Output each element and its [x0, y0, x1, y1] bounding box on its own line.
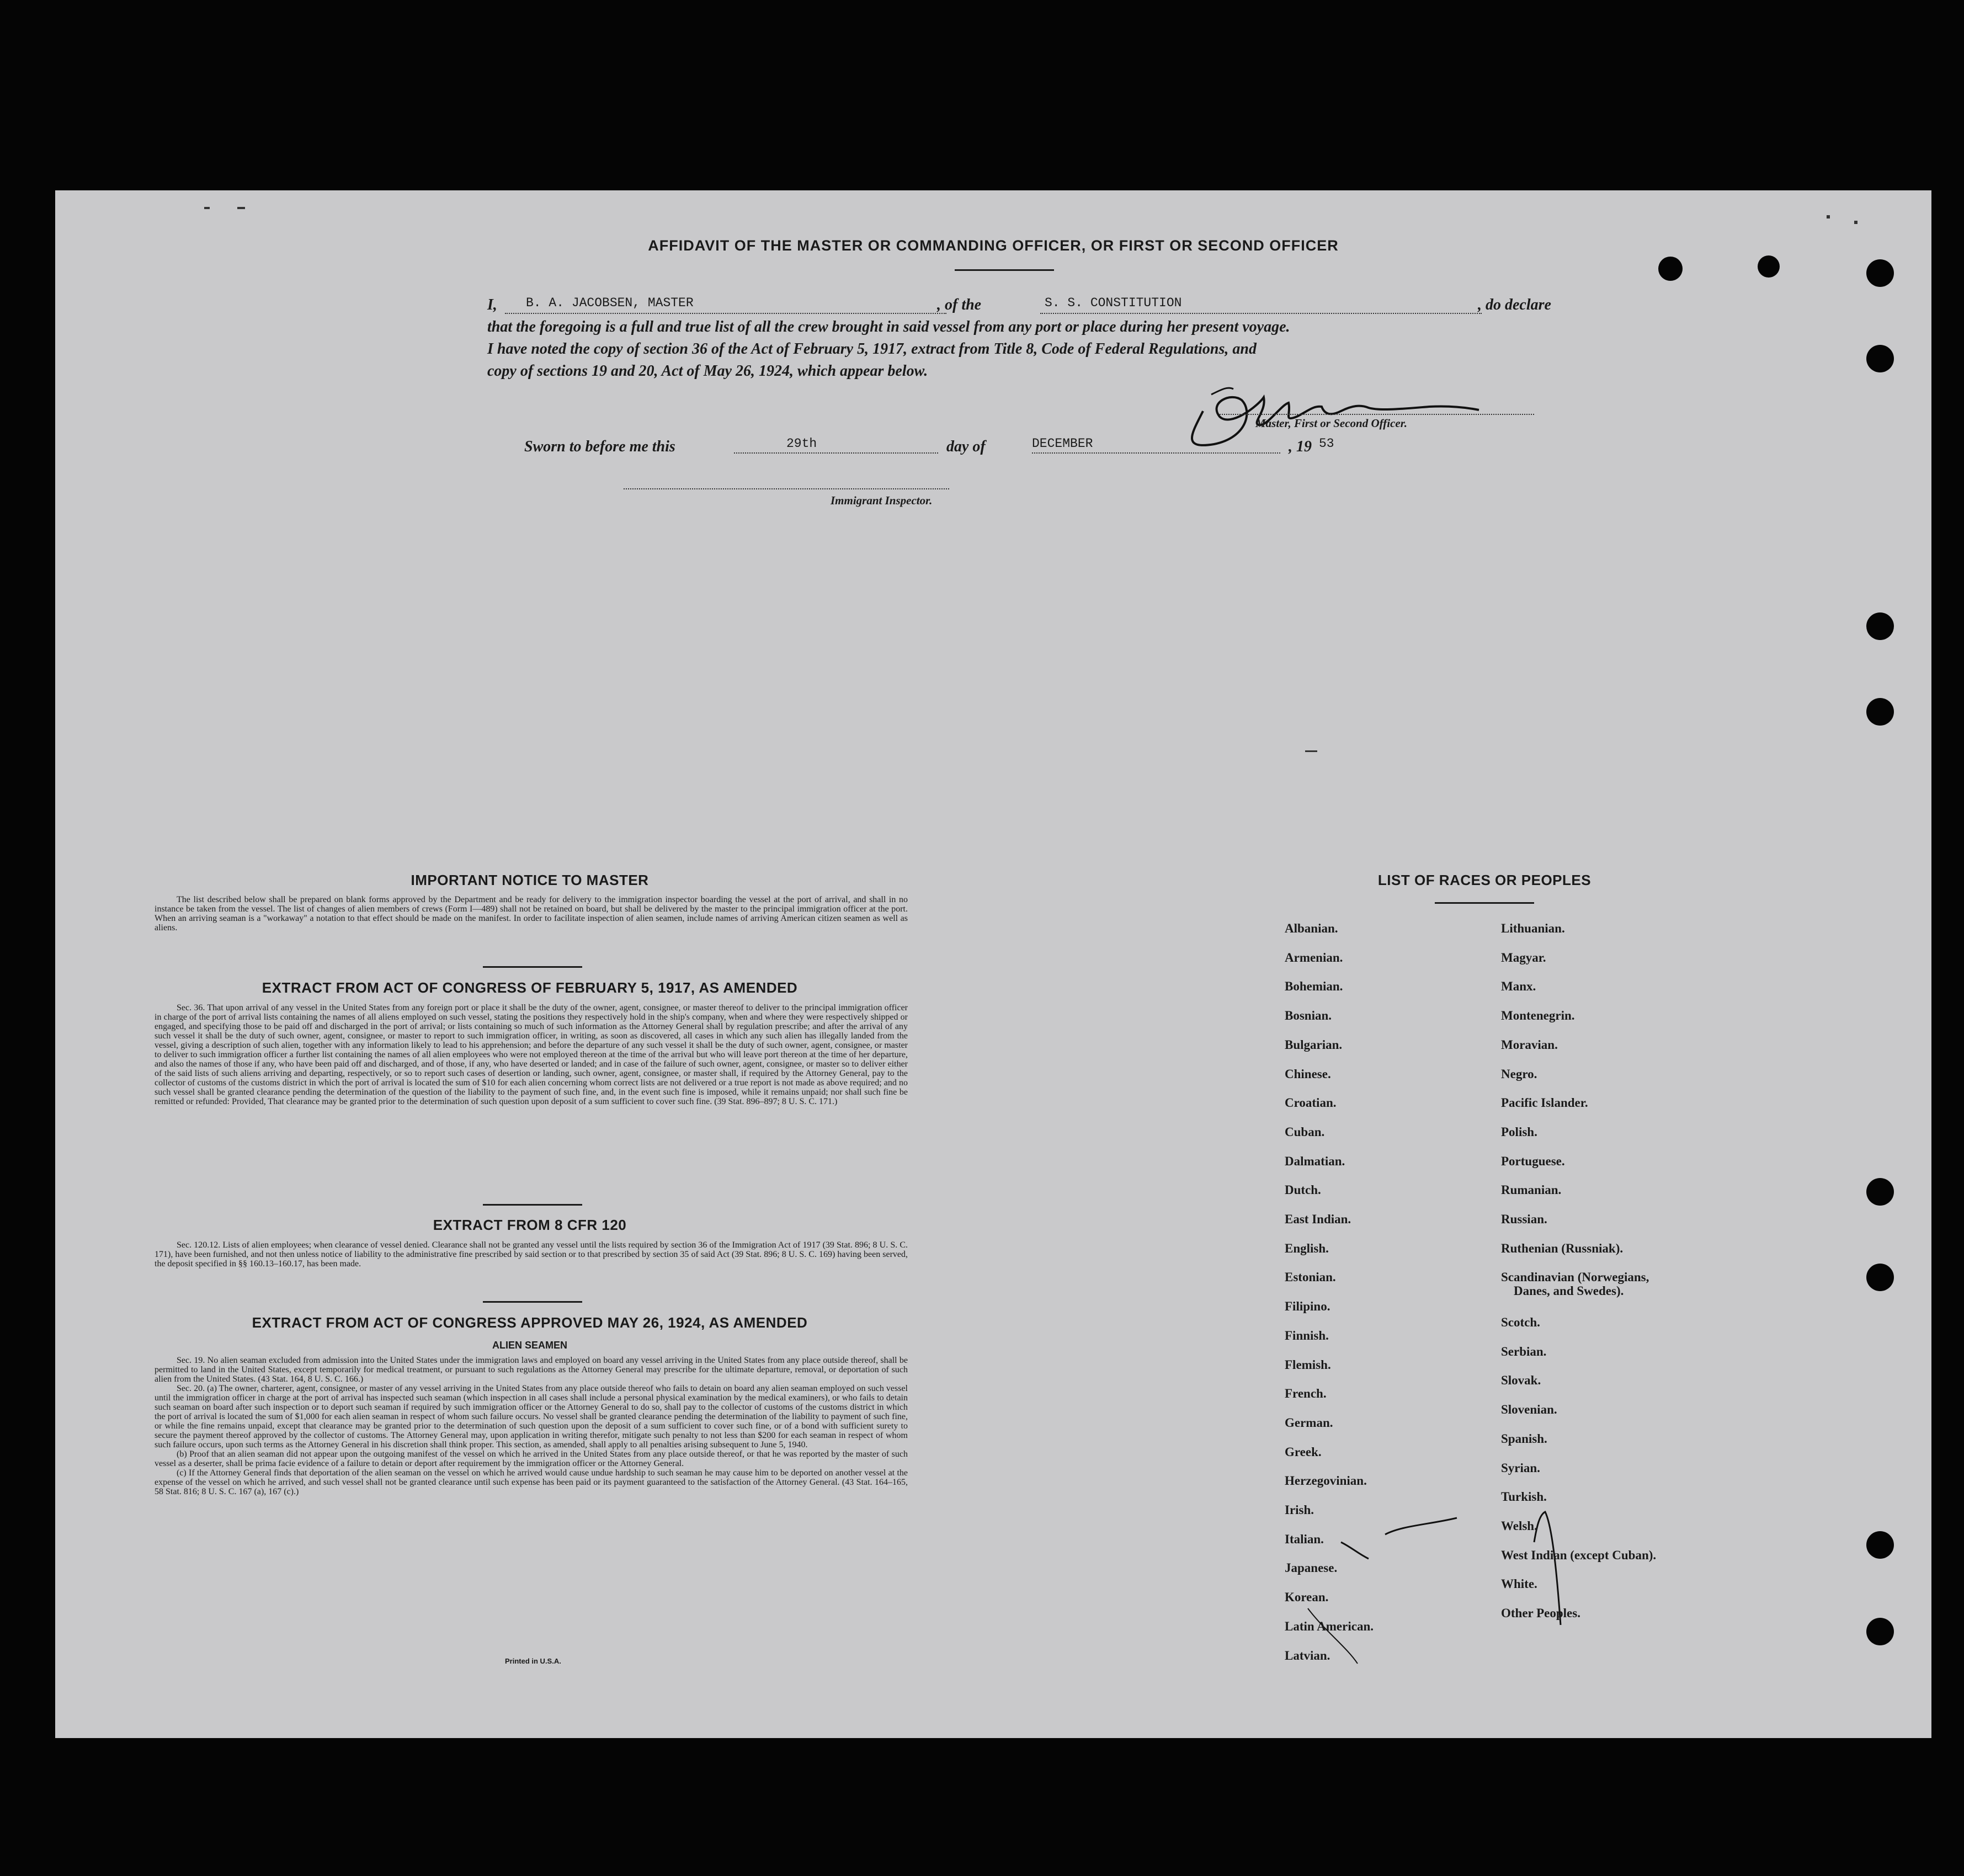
race-item: Russian.: [1501, 1212, 1547, 1226]
race-item: Latin American.: [1285, 1619, 1374, 1633]
race-item: West Indian (except Cuban).: [1501, 1548, 1657, 1562]
race-item: Syrian.: [1501, 1461, 1540, 1475]
sec-20a-text: Sec. 20. (a) The owner, charterer, agent, consignee, or master of any vessel arriving in the United States from any place outside thereof who fails to detain on board any alien seaman employed on such vessel until the immigration officer in charge at the port of arrival has inspected such seaman (which inspection in all cases shall include a personal physical examination by the medical examiners), or who fails to detain such seaman on board after such inspection or to deport such seaman if required by such immigration officer or the Attorney General to do so, shall pay to the collector of customs of the customs district in which the port of arrival is located the sum of $1,000 for each alien seaman in respect of whom such failure occurs. No vessel shall be granted clearance pending the determination of the liability to payment of such fine, or while the fine remains unpaid, except that clearance may be granted prior to the determination of such question upon the deposit of a sum sufficient to cover such fine, or of a bond with sufficient surety to secure the payment thereof approved by the collector of customs. The Attorney General may, upon application in writing therefor, mitigate such penalty to not less than $200 for each seaman in respect of whom such failure occurs, upon such terms as the Attorney General in his discretion shall think proper. This section, as amended, shall apply to all penalties arising subsequent to June 5, 1940.: [155, 1384, 908, 1449]
race-item: Korean.: [1285, 1590, 1329, 1605]
race-item: Manx.: [1501, 979, 1536, 994]
sworn-month: DECEMBER: [1032, 436, 1093, 451]
race-item: Slovak.: [1501, 1373, 1541, 1388]
race-item: Dutch.: [1285, 1183, 1321, 1197]
year-prefix: , 19: [1289, 438, 1312, 455]
race-item: Danes, and Swedes).: [1514, 1284, 1624, 1298]
punch-hole: [1866, 612, 1894, 640]
do-declare-label: , do declare: [1478, 296, 1551, 313]
inspector-dotted-line: [624, 488, 949, 489]
divider: [483, 1301, 582, 1303]
race-item: Montenegrin.: [1501, 1009, 1575, 1023]
race-item: Pacific Islander.: [1501, 1096, 1588, 1110]
race-item: Bulgarian.: [1285, 1037, 1343, 1052]
races-title: LIST OF RACES OR PEOPLES: [1377, 872, 1592, 888]
notice-text: The list described below shall be prepared on blank forms approved by the Department and be ready for delivery to the immigration inspector boarding the vessel at the port of arrival, and shall in no instance be taken from the vessel. The list of changes of alien members of crews (Form I—489) shall not be retained on board, but shall be delivered by the master to the principal immigration officer at the port. When an arriving seaman is a "workaway" a notation to that effect should be made on the manifest. In order to facilitate inspection of alien seamen, include names of arriving American citizen seamen as well as aliens.: [155, 895, 908, 932]
sec-19-text: Sec. 19. No alien seaman excluded from admission into the United States under the immigration laws and employed on board any vessel arriving in the United States from any place outside thereof, shall be permitted to land in the United States, except temporarily for medical treatment, or pursuant to such regulations as the Attorney General may prescribe for the ultimate departure, removal, or deportation of such alien from the United States. (43 Stat. 164, 8 U. S. C. 166.): [155, 1356, 908, 1384]
title-underline: [955, 269, 1054, 271]
race-item: East Indian.: [1285, 1212, 1351, 1226]
signature-dotted-line: [1220, 414, 1534, 415]
race-item: English.: [1285, 1241, 1329, 1255]
punch-hole: [1866, 1531, 1894, 1559]
extract-cfr-text: Sec. 120.12. Lists of alien employees; when clearance of vessel denied. Clearance shall not be granted any vessel until the lists required by section 36 of the Immigration Act of 1917 (39 Stat. 896; 8 U. S. C. 171), have been furnished, and not then unless notice of liability to the administrative fine prescribed by said section or to that prescribed by section 35 of said Act (39 Stat. 896; 8 U. S. C. 169) having been served, the deposit specified in §§ 160.13–160.17, has been made.: [155, 1240, 908, 1269]
sec-20b-text: (b) Proof that an alien seaman did not appear upon the outgoing manifest of the vessel on which he arrived in the United States from any place outside thereof, or that he was reported by the master of such vessel as a deserter, shall be prima facie evidence of a failure to detain or deport after requirement by the immigration officer or the Attorney General.: [155, 1449, 908, 1468]
race-item: Bohemian.: [1285, 979, 1343, 994]
day-of-label: day of: [946, 438, 986, 455]
race-item: Italian.: [1285, 1532, 1324, 1546]
punch-hole: [1866, 1264, 1894, 1291]
race-item: Lithuanian.: [1501, 921, 1565, 935]
race-item: Albanian.: [1285, 921, 1338, 935]
name-dotted-line: [505, 313, 946, 314]
punch-hole: [1758, 255, 1780, 278]
race-item: Polish.: [1501, 1124, 1537, 1139]
master-name: B. A. JACOBSEN, MASTER: [526, 296, 694, 310]
race-item: Turkish.: [1501, 1490, 1547, 1504]
race-item: Finnish.: [1285, 1328, 1329, 1342]
race-item: Magyar.: [1501, 950, 1546, 964]
extract-1917-title: EXTRACT FROM ACT OF CONGRESS OF FEBRUARY 5, 1917, AS AMENDED: [262, 979, 798, 996]
race-item: German.: [1285, 1415, 1333, 1430]
race-item: Scandinavian (Norwegians,: [1501, 1270, 1649, 1285]
inspector-caption: Immigrant Inspector.: [831, 494, 933, 507]
race-item: Cuban.: [1285, 1124, 1325, 1139]
extract-cfr-title: EXTRACT FROM 8 CFR 120: [433, 1217, 627, 1233]
day-dotted-line: [734, 452, 938, 454]
affidavit-title: AFFIDAVIT OF THE MASTER OR COMMANDING OFFICER, OR FIRST OR SECOND OFFICER: [648, 237, 1339, 254]
divider: [483, 966, 582, 968]
signer-caption: Master, First or Second Officer.: [1255, 417, 1407, 430]
race-item: Serbian.: [1501, 1344, 1547, 1358]
extract-1924-title: EXTRACT FROM ACT OF CONGRESS APPROVED MAY 26, 1924, AS AMENDED: [252, 1314, 808, 1331]
race-item: Chinese.: [1285, 1067, 1331, 1081]
extract-1917-text: Sec. 36. That upon arrival of any vessel in the United States from any foreign port or place it shall be the duty of the owner, agent, consignee, or master thereof to deliver to the principal immigration officer in charge of the port of arrival lists containing the names of all aliens employed on such vessel, stating the positions they respectively hold in the ship's company, when and where they were respectively shipped or engaged, and specifying those to be paid off and discharged in the port of arrival; or lists containing so much of such information as the Attorney General shall by regulation prescribe; and after the arrival of any such vessel it shall be the duty of such owner, agent, consignee, or master to report to such immigration officer, in writing, as soon as discovered, all cases in which any such alien has illegally landed from the vessel, giving a description of such alien, together with any information likely to lead to his apprehension; and before the departure of any such vessel it shall be the duty of such owner, agent, consignee, or master to deliver to such immigration officer a further list containing the names of all alien employees who were not employed thereon at the time of the arrival but who will leave port thereon at the time of her departure, and also the names of those if any, who have been paid off and discharged, and of those, if any, who have deserted or landed; and in case of the failure of such owner, agent, consignee, or master so to deliver either of the said lists of such aliens arriving and departing, respectively, or so to report such cases of desertion or landing, such owner, agent, consignee, or master shall, if required by the Attorney General, pay to the collector of customs of the customs district in which the port of arrival is located the sum of $10 for each alien concerning whom correct lists are not delivered or a true report is not made as above required; and no such vessel shall be granted clearance pending the determination of the question of the liability to the payment of such fine, and, in the event such fine is imposed, while it remains unpaid; nor shall such fine be remitted or refunded: Provided, That clearance may be granted prior to the determination of such question upon deposit of a sum sufficient to cover such fine. (39 Stat. 896–897; 8 U. S. C. 171.): [155, 1003, 908, 1106]
race-item: Other Peoples.: [1501, 1606, 1580, 1621]
punch-hole: [1866, 345, 1894, 372]
sworn-line: [524, 436, 1352, 458]
divider: [1435, 902, 1534, 904]
of-the-label: , of the: [937, 296, 982, 313]
punch-hole: [1866, 1178, 1894, 1206]
declaration-line-2: that the foregoing is a full and true list of all the crew brought in said vessel from any port or place during her present voyage.: [487, 318, 1290, 335]
race-item: Japanese.: [1285, 1561, 1338, 1575]
race-item: Spanish.: [1501, 1431, 1547, 1446]
vessel-name: S. S. CONSTITUTION: [1045, 296, 1182, 310]
race-item: Estonian.: [1285, 1270, 1336, 1285]
race-item: Dalmatian.: [1285, 1154, 1345, 1168]
race-item: Ruthenian (Russniak).: [1501, 1241, 1624, 1255]
race-item: Negro.: [1501, 1067, 1537, 1081]
vessel-dotted-line: [1040, 313, 1482, 314]
punch-hole: [1866, 698, 1894, 726]
declaration-line-3: I have noted the copy of section 36 of the Act of February 5, 1917, extract from Title 8, Code of Federal Regulations, and: [487, 340, 1257, 358]
dust-speck: [1854, 221, 1857, 224]
declaration-line-4: copy of sections 19 and 20, Act of May 26, 1924, which appear below.: [487, 363, 928, 380]
race-item: Greek.: [1285, 1445, 1322, 1459]
sworn-year: 53: [1319, 436, 1334, 451]
dust-speck: [1827, 215, 1830, 218]
dust-speck: [1305, 750, 1317, 752]
race-item: Filipino.: [1285, 1299, 1330, 1314]
race-item: Bosnian.: [1285, 1009, 1332, 1023]
race-item: Irish.: [1285, 1503, 1314, 1517]
pen-marks: [1214, 1481, 1711, 1813]
race-item: Scotch.: [1501, 1315, 1540, 1330]
punch-hole: [1658, 257, 1683, 281]
race-item: Herzegovinian.: [1285, 1474, 1367, 1488]
race-item: Flemish.: [1285, 1357, 1331, 1372]
race-item: Rumanian.: [1501, 1183, 1562, 1197]
sec-20c-text: (c) If the Attorney General finds that deportation of the alien seaman on the vessel on which he arrived would cause undue hardship to such seaman he may cause him to be deported on another vessel at the expense of the vessel on which he arrived, and such vessel shall not be granted clearance until such expense has been paid or its payment guaranteed to the satisfaction of the Attorney General. (43 Stat. 164–165, 58 Stat. 816; 8 U. S. C. 167 (a), 167 (c).): [155, 1468, 908, 1496]
printed-in-usa: Printed in U.S.A.: [505, 1657, 561, 1665]
race-item: Portuguese.: [1501, 1154, 1565, 1168]
form-sheet: [55, 190, 1931, 1738]
sworn-label: Sworn to before me this: [524, 438, 675, 455]
dust-speck: [204, 207, 210, 209]
notice-title: IMPORTANT NOTICE TO MASTER: [411, 872, 649, 888]
dust-speck: [237, 207, 245, 209]
sworn-day: 29th: [786, 436, 817, 451]
race-item: Slovenian.: [1501, 1403, 1557, 1417]
month-dotted-line: [1032, 452, 1280, 454]
punch-hole: [1866, 1618, 1894, 1645]
race-item: Croatian.: [1285, 1096, 1337, 1110]
i-label: I,: [487, 296, 497, 313]
divider: [483, 1204, 582, 1206]
extract-1924-text: [155, 1356, 908, 1496]
race-item: Armenian.: [1285, 950, 1343, 964]
punch-hole: [1866, 259, 1894, 287]
race-item: White.: [1501, 1577, 1537, 1591]
race-item: Latvian.: [1285, 1648, 1330, 1662]
alien-seamen-heading: ALIEN SEAMEN: [492, 1340, 567, 1351]
race-item: Moravian.: [1501, 1037, 1558, 1052]
race-item: Welsh.: [1501, 1518, 1537, 1533]
race-item: French.: [1285, 1387, 1327, 1401]
